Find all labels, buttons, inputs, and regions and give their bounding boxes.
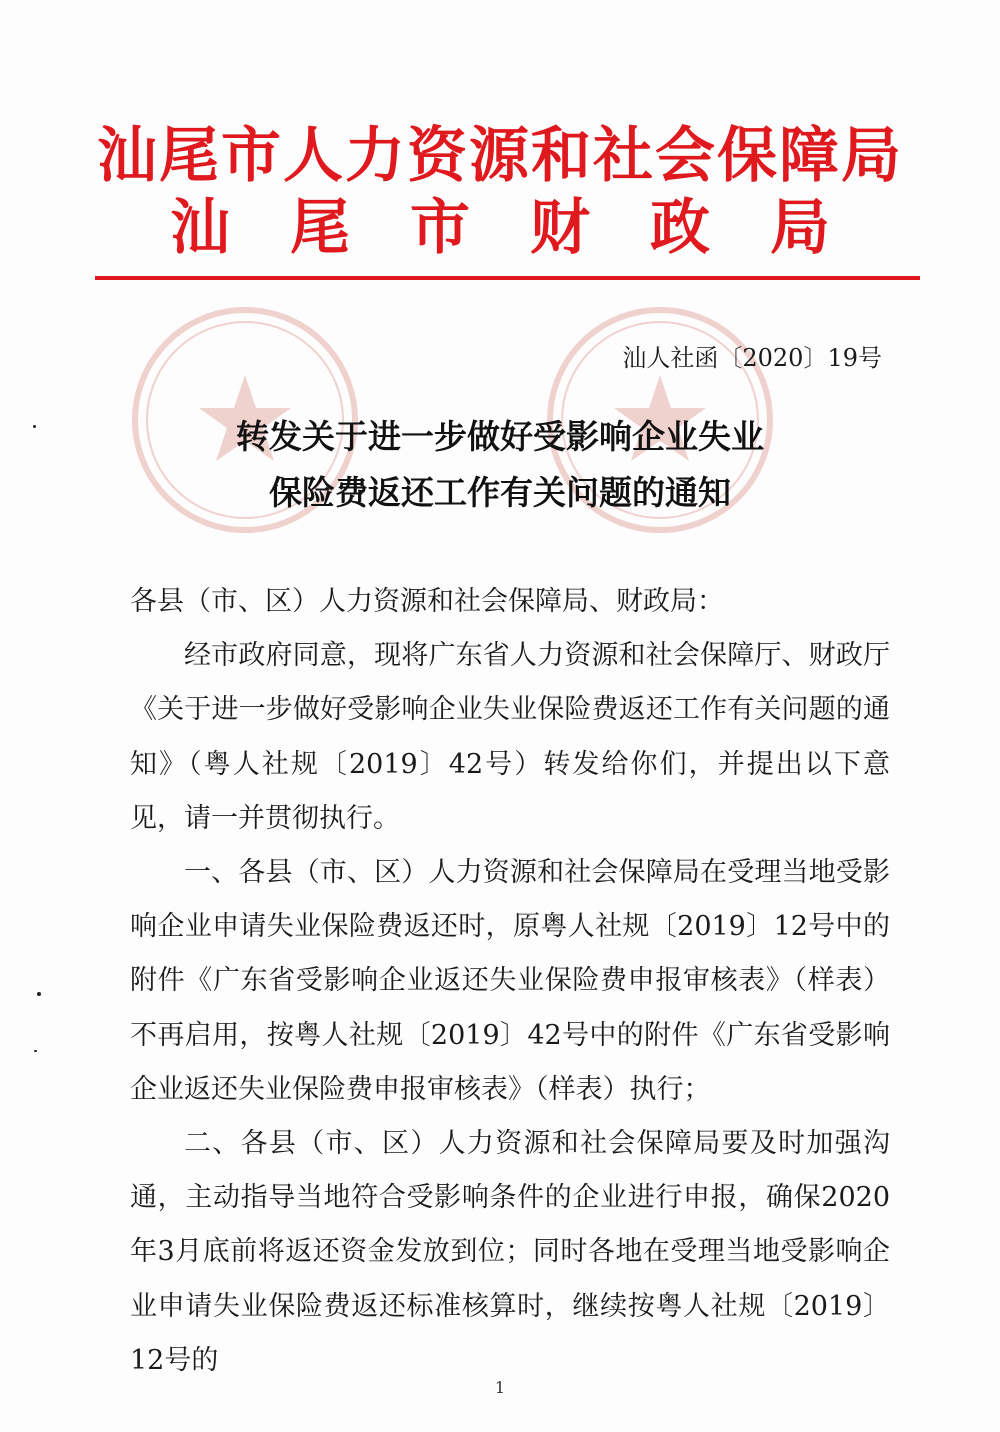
- body-paragraph-1: 经市政府同意，现将广东省人力资源和社会保障厅、财政厅《关于进一步做好受影响企业失业保险费返还工作有关问题的通知》（粤人社规〔2019〕42号）转发给你们，并提出以下意见，请一并贯彻执行。: [130, 640, 890, 834]
- document-number: 汕人社函〔2020〕19号: [622, 344, 882, 372]
- scan-speck: [37, 992, 41, 996]
- document-body: [130, 575, 890, 1388]
- red-divider-line: [95, 276, 920, 280]
- page-number: 1: [494, 1378, 506, 1397]
- issuer-header-line-1: 汕尾市人力资源和社会保障局: [97, 121, 903, 191]
- body-paragraph-2: 一、各县（市、区）人力资源和社会保障局在受理当地受影响企业申请失业保险费返还时，原粤人社规〔2019〕12号中的附件《广东省受影响企业返还失业保险费申报审核表》（样表）不再启用，按粤人社规〔2019〕42号中的附件《广东省受影响企业返还失业保险费申报审核表》（样表）执行；: [130, 857, 890, 1105]
- body-paragraph-3: 二、各县（市、区）人力资源和社会保障局要及时加强沟通，主动指导当地符合受影响条件的企业进行申报，确保2020年3月底前将返还资金发放到位；同时各地在受理当地受影响企业申请失业保险费返还标准核算时，继续按粤人社规〔2019〕12号的: [130, 1128, 890, 1376]
- salutation: 各县（市、区）人力资源和社会保障局、财政局：: [130, 586, 724, 617]
- title-line-1: 转发关于进一步做好受影响企业失业: [236, 417, 764, 456]
- scan-speck: [33, 425, 36, 428]
- title-line-2: 保险费返还工作有关问题的通知: [269, 473, 731, 512]
- issuer-header-line-2: 汕尾市财政局: [170, 193, 890, 263]
- scan-speck: [34, 1050, 37, 1052]
